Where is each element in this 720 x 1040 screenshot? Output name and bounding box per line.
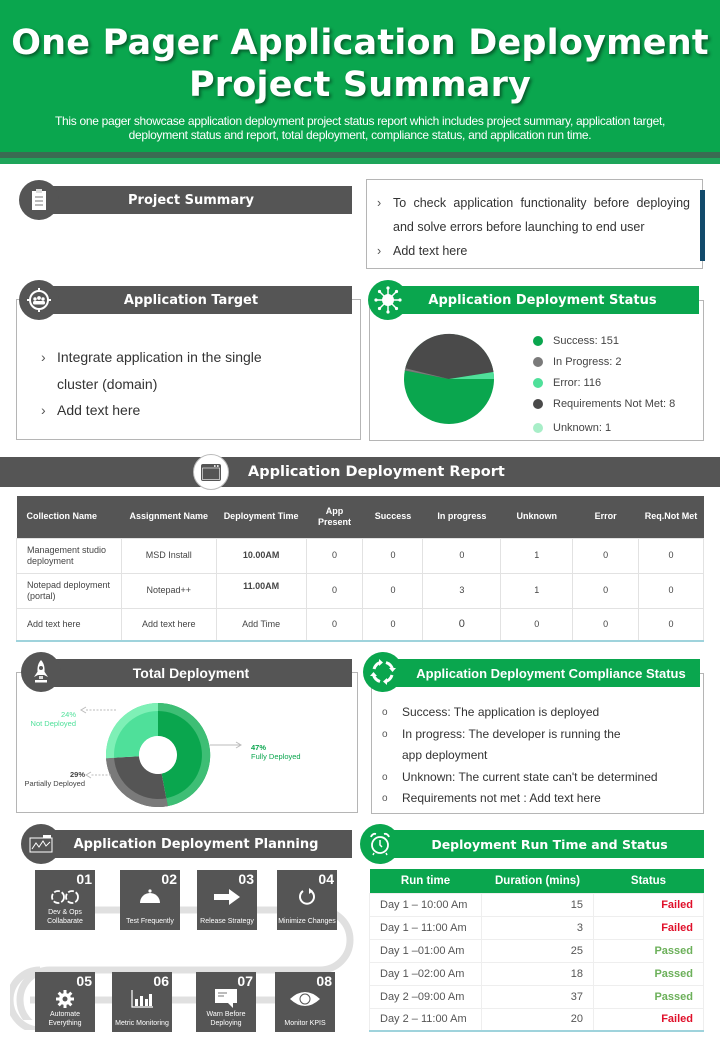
cell-duration: 37 [482,985,594,1008]
compliance-header [390,659,700,687]
cell-in-progress: 0 [423,608,501,641]
service-bell-icon [120,887,180,907]
arrow-fully-deployed [210,740,246,750]
chat-message-icon [196,989,256,1009]
planning-step-04 [277,870,337,930]
accent-bar [700,190,705,261]
cell-error: 0 [573,573,639,608]
total-deployment-title: Total Deployment [132,665,250,681]
step-number: 04 [318,871,334,887]
cell-collection-name: Add text here [17,608,122,641]
status-passed: Passed [594,939,704,962]
cell-run-time: Day 1 – 10:00 Am [370,893,482,916]
cell-assignment-name: Add text here [121,608,216,641]
table-row [370,985,704,1008]
compliance-item: o Success: The application is deployed [382,702,658,724]
gear-icon [35,989,95,1009]
legend-item [533,417,675,438]
cell-unknown: 0 [501,608,573,641]
title-line-1: One Pager Application Deployment [11,23,709,63]
cell-collection-name: Notepad deployment (portal) [17,573,122,608]
infinity-loop-icon [35,887,95,907]
cell-error: 0 [573,608,639,641]
planning-step-06 [112,972,172,1032]
project-summary-title: Project Summary [128,192,254,208]
application-target-bullet: › Integrate application in the single cluster (domain) [37,344,300,397]
cell-duration: 3 [482,916,594,939]
compliance-item: o Unknown: The current state can't be determined [382,767,658,789]
project-summary-box [366,179,703,269]
cell-deployment-time: 10.00AM [216,538,306,573]
column-header: In progress [423,496,501,538]
table-row [370,939,704,962]
legend-label: Error: 116 [553,376,602,389]
project-summary-bullet: › Add text here [373,239,690,263]
cell-assignment-name: Notepad++ [121,573,216,608]
application-target-title: Application Target [123,292,259,308]
runtime-table [369,869,704,1032]
step-label: Automate Everything [48,1011,82,1027]
eye-icon [275,989,335,1009]
step-number: 06 [153,973,169,989]
status-failed: Failed [594,916,704,939]
compliance-list [382,702,658,810]
planning-title: Application Deployment Planning [73,836,319,852]
cell-deployment-time: Add Time [216,608,306,641]
deployment-status-header [390,286,699,314]
table-header-row [17,496,704,538]
cell-req-not-met: 0 [639,608,704,641]
cell-duration: 15 [482,893,594,916]
cell-app-present: 0 [306,538,363,573]
legend-item [533,393,675,414]
column-header: Run time [370,869,482,893]
cell-assignment-name: MSD Install [121,538,216,573]
table-row [370,1008,704,1031]
refresh-cycle-icon [363,652,403,692]
subtitle-line-1: This one pager showcase application deployment project status report which includes project summary, application target, [54,114,666,128]
table-row [17,538,704,573]
step-number: 08 [316,973,332,989]
planning-step-01 [35,870,95,930]
rocket-icon [21,652,61,692]
label-fully-deployed [251,743,301,761]
step-number: 02 [161,871,177,887]
cell-app-present: 0 [306,573,363,608]
total-deployment-header [40,659,352,687]
legend-swatch [533,378,543,388]
cell-app-present: 0 [306,608,363,641]
column-header: Req.Not Met [639,496,704,538]
project-summary-header [40,186,352,214]
cell-unknown: 1 [501,573,573,608]
legend-label: Requirements Not Met: 8 [553,397,676,410]
step-label: Release Strategy [200,917,254,925]
table-row [370,893,704,916]
step-number: 07 [237,973,253,989]
planning-header [40,830,352,858]
cell-unknown: 1 [501,538,573,573]
step-label: Minimize Changes [278,917,336,925]
cell-req-not-met: 0 [639,538,704,573]
deployment-status-title: Application Deployment Status [428,292,657,308]
virus-network-icon [368,280,408,320]
deployment-status-pie-chart [403,333,495,425]
step-number: 03 [238,871,254,887]
target-group-icon [19,280,59,320]
column-header: Unknown [501,496,573,538]
deployment-status-legend [533,330,675,438]
compliance-title: Application Deployment Compliance Status [416,665,686,681]
pct-value: 29% [69,770,85,779]
planning-step-05 [35,972,95,1032]
step-label: Dev & Ops Collabarate [47,909,83,925]
status-failed: Failed [594,893,704,916]
arrow-not-deployed [80,705,120,715]
step-label: Test Frequently [126,917,174,925]
page-title [0,0,720,106]
application-target-box [16,299,361,440]
cell-success: 0 [363,608,423,641]
total-deployment-donut-chart [105,702,211,808]
report-title: Application Deployment Report [248,464,505,480]
cell-in-progress: 0 [423,538,501,573]
label-partially-deployed [12,770,85,788]
cell-duration: 18 [482,962,594,985]
table-row [370,962,704,985]
planning-step-02 [120,870,180,930]
project-summary-bullet: › To check application functionality before deploying and solve errors before launching to end user [373,191,690,239]
deployment-report-table [16,496,704,642]
cell-collection-name: Management studio deployment [17,538,122,573]
column-header: Collection Name [17,496,122,538]
cell-success: 0 [363,538,423,573]
pct-label: Partially Deployed [24,779,85,788]
status-passed: Passed [594,962,704,985]
column-header: Duration (mins) [482,869,594,893]
legend-label: Success: 151 [553,334,620,347]
step-number: 01 [76,871,92,887]
cell-req-not-met: 0 [639,573,704,608]
legend-label: Unknown: 1 [553,421,612,434]
compliance-item: o In progress: The developer is running the app deployment [382,724,632,767]
legend-swatch [533,399,543,409]
cell-run-time: Day 2 – 11:00 Am [370,1008,482,1031]
arrow-partially-deployed [85,770,115,780]
cell-run-time: Day 1 –01:00 Am [370,939,482,962]
status-passed: Passed [594,985,704,1008]
compliance-item: o Requirements not met : Add text here [382,788,658,810]
cell-error: 0 [573,538,639,573]
cell-run-time: Day 2 –09:00 Am [370,985,482,1008]
subtitle-line-2: deployment status and report, total deployment, compliance status, and application run time. [128,128,592,142]
browser-window-icon [193,454,229,490]
runtime-title: Deployment Run Time and Status [431,836,668,852]
column-header: App Present [306,496,363,538]
bar-chart-icon [112,989,172,1009]
planning-step-03 [197,870,257,930]
runtime-header [385,830,704,858]
cell-deployment-time: 11.00AM [216,573,306,608]
application-target-header [40,286,352,314]
legend-item [533,351,675,372]
cell-in-progress: 3 [423,573,501,608]
legend-swatch [533,357,543,367]
column-header: Success [363,496,423,538]
page-header [0,0,720,152]
status-failed: Failed [594,1008,704,1031]
step-label: Warn Before Deploying [206,1011,246,1027]
clipboard-list-icon [19,180,59,220]
title-line-2: Project Summary [188,65,532,105]
label-not-deployed [28,710,76,728]
planning-step-07 [196,972,256,1032]
legend-label: In Progress: 2 [553,355,622,368]
alarm-clock-icon [360,824,400,864]
table-row [370,916,704,939]
cell-run-time: Day 1 – 11:00 Am [370,916,482,939]
step-number: 05 [76,973,92,989]
cell-run-time: Day 1 –02:00 Am [370,962,482,985]
legend-item [533,330,675,351]
column-header: Error [573,496,639,538]
legend-swatch [533,423,543,433]
column-header: Deployment Time [216,496,306,538]
legend-swatch [533,336,543,346]
table-row [17,573,704,608]
planning-step-08 [275,972,335,1032]
refresh-arrow-icon [277,887,337,907]
pct-label: Fully Deployed [251,752,301,761]
table-header-row [370,869,704,893]
page-subtitle [0,114,720,142]
step-label: Metric Monitoring [115,1019,169,1027]
pct-value: 24% [60,710,76,719]
header-divider-green [0,158,720,164]
arrow-right-icon [197,887,257,907]
cell-duration: 20 [482,1008,594,1031]
table-row [17,608,704,641]
column-header: Assignment Name [121,496,216,538]
legend-item [533,372,675,393]
cell-duration: 25 [482,939,594,962]
pct-label: Not Deployed [30,719,76,728]
step-label: Monitor KPIS [284,1019,326,1027]
cell-success: 0 [363,573,423,608]
application-target-bullet: › Add text here [37,397,300,424]
pct-value: 47% [251,743,267,752]
column-header: Status [594,869,704,893]
chart-board-icon [21,824,61,864]
